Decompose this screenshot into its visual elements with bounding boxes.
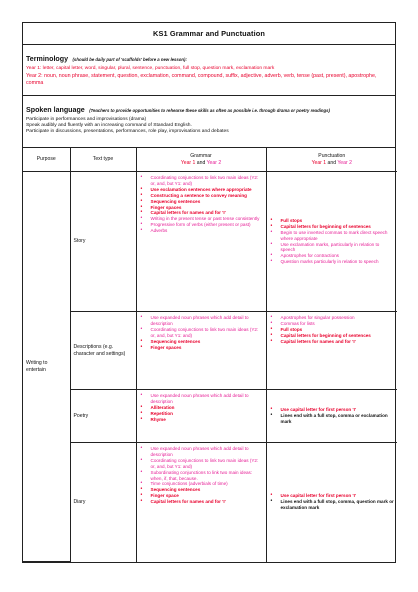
text-type-cell: Story	[70, 172, 136, 312]
list-item: • Rhyme	[147, 417, 264, 423]
list-item: • Repetition	[147, 411, 264, 417]
grammar-cell	[136, 312, 266, 390]
list-item: • Capital letters for names and for 'I'	[147, 499, 264, 505]
grammar-cell	[136, 390, 266, 443]
list-item: • Finger space	[147, 493, 264, 499]
list-item: • Lines end with a full stop, comma, question mark or exclamation mark	[277, 499, 396, 511]
text-type-header: Text type	[70, 148, 136, 172]
terminology-year1: Year 1: letter, capital letter, word, singular, plural, sentence, punctuation, full stop, question mark, exclamation mark	[26, 66, 275, 71]
list-item: • Commas for lists	[277, 321, 396, 327]
spoken-line: Speak audibly and fluently with an increasing command of Standard English.	[26, 123, 192, 129]
list-item: • Full stops	[277, 218, 396, 224]
purpose-header: Purpose	[23, 148, 70, 172]
text-type-cell: Diary	[70, 443, 136, 562]
page-title: KS1 Grammar and Punctuation	[23, 23, 395, 45]
list-item: • Finger spaces	[147, 345, 264, 351]
terminology-section	[23, 45, 395, 96]
grammar-cell	[136, 172, 266, 312]
spoken-language-section	[23, 96, 395, 148]
list-item: • Subordinating conjunctions to link two main ideas: when, if, that, because.	[147, 470, 264, 482]
list-item: • Use expanded noun phrases which add detail to description	[147, 446, 264, 458]
punctuation-cell	[266, 172, 397, 312]
list-item: • Sequencing sentences	[147, 199, 264, 205]
list-item: • Use capital letter for first person 'I'	[277, 493, 396, 499]
grammar-cell	[136, 443, 266, 562]
spoken-note: (Teachers to provide opportunities to rehearse these skills as often as possible i.e. through drama or poetry readings)	[89, 108, 330, 113]
punctuation-cell	[266, 390, 397, 443]
list-item: • Time conjunctions (adverbials of time)	[147, 481, 264, 487]
list-item: • Sequencing sentences	[147, 487, 264, 493]
spoken-line: Participate in discussions, presentations, performances, role play, improvisations and debates	[26, 129, 229, 135]
terminology-heading: Terminology	[26, 55, 69, 63]
table-row	[23, 390, 397, 443]
punctuation-cell	[266, 312, 397, 390]
spoken-line: Participate in performances and improvisations (drama)	[26, 117, 147, 122]
list-item: • Coordinating conjunctions to link two main ideas (Y2: or, and, but Y1: and)	[147, 458, 264, 470]
list-item: • Question marks particularly in relation to speech	[277, 259, 396, 265]
list-item: • Capital letters for names and for 'I'	[277, 339, 396, 345]
list-item: • Use exclamation sentences where appropriate	[147, 187, 264, 193]
list-item: • Constructing a sentence to convey meaning	[147, 193, 264, 199]
list-item: • Progressive form of verbs (either present or past)	[147, 222, 264, 228]
list-item: • Begin to use inverted commas to mark direct speech where appropriate	[277, 230, 396, 242]
list-item: • Coordinating conjunctions to link two main ideas (Y2: or, and, but Y1: and)	[147, 175, 264, 187]
table-row	[23, 312, 397, 390]
list-item: • Use expanded noun phrases which add detail to description	[147, 393, 264, 405]
punctuation-cell	[266, 443, 397, 562]
purpose-cell: Writing to entertain	[23, 172, 70, 562]
text-type-cell: Descriptions (e.g. character and settings)	[70, 312, 136, 390]
list-item: • Capital letters for beginning of sentences	[277, 333, 396, 339]
document-page	[22, 22, 396, 563]
list-item: • Use exclamation marks, particularly in relation to speech	[277, 242, 396, 254]
text-type-cell: Poetry	[70, 390, 136, 443]
list-item: • Lines end with a full stop, comma or exclamation mark	[277, 413, 396, 425]
list-item: • Use expanded noun phrases which add detail to description	[147, 315, 264, 327]
list-item: • Full stops	[277, 327, 396, 333]
table-row	[23, 172, 397, 312]
list-item: • Apostrophes for contractions	[277, 253, 396, 259]
list-item: • Use capital letter for first person 'I'	[277, 407, 396, 413]
punctuation-header: Punctuation Year 1 and Year 2	[266, 148, 397, 172]
list-item: • Writing in the present tense or past tense consistently	[147, 216, 264, 222]
table-header-row	[23, 148, 397, 172]
table-row	[23, 443, 397, 562]
terminology-year2: Year 2: noun, noun phrase, statement, question, exclamation, command, compound, suffix, adjective, adverb, verb, tense (past, present), apostrophe, comma	[26, 73, 377, 86]
list-item: • Adverbs	[147, 228, 264, 234]
list-item: • Capital letters for names and for 'I'	[147, 210, 264, 216]
list-item: • Coordinating conjunctions to link two main ideas (Y2: or, and, but Y1: and)	[147, 327, 264, 339]
spoken-heading: Spoken language	[26, 106, 85, 114]
list-item: • Capital letters for beginning of sentences	[277, 224, 396, 230]
terminology-note: (should be daily part of 'scaffolds' before a new lesson):	[72, 57, 187, 62]
list-item: • Sequencing sentences	[147, 339, 264, 345]
grammar-table	[23, 148, 397, 562]
list-item: • Alliteration	[147, 405, 264, 411]
list-item: • Apostrophes for singular possession	[277, 315, 396, 321]
grammar-header: Grammar Year 1 and Year 2	[136, 148, 266, 172]
list-item: • Finger spaces	[147, 205, 264, 211]
